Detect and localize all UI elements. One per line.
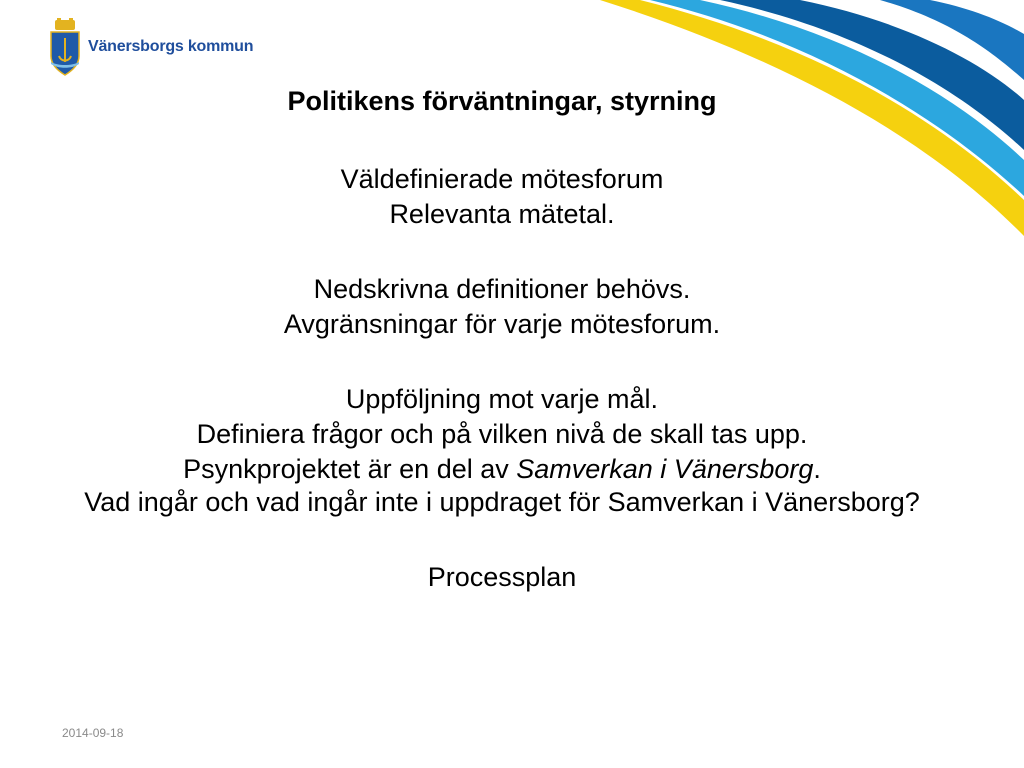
text-line: Nedskrivna definitioner behövs. bbox=[313, 274, 691, 304]
logo-text: Vänersborgs kommun bbox=[88, 38, 254, 55]
text-suffix: . bbox=[813, 454, 821, 484]
text-line-mixed bbox=[40, 452, 964, 487]
text-line: Uppföljning mot varje mål. bbox=[345, 384, 659, 414]
text-line: Processplan bbox=[427, 562, 577, 592]
text-line: Vad ingår och vad ingår inte i uppdraget för Samverkan i Vänersborg? bbox=[84, 487, 920, 517]
text-line: Väldefinierade mötesforum bbox=[340, 164, 664, 194]
text-line: Relevanta mätetal. bbox=[389, 199, 615, 229]
vanersborg-crest-icon bbox=[48, 18, 82, 76]
slide-title: Politikens förväntningar, styrning bbox=[287, 86, 717, 116]
footer-date: 2014-09-18 bbox=[62, 726, 124, 740]
slide-content bbox=[40, 84, 964, 595]
text-line: Definiera frågor och på vilken nivå de skall tas upp. bbox=[196, 419, 808, 449]
emphasis-text: Samverkan i Vänersborg bbox=[516, 454, 814, 484]
text-prefix: Psynkprojektet är en del av bbox=[183, 454, 517, 484]
text-line: Avgränsningar för varje mötesforum. bbox=[283, 309, 721, 339]
vanersborg-logo bbox=[48, 18, 253, 76]
